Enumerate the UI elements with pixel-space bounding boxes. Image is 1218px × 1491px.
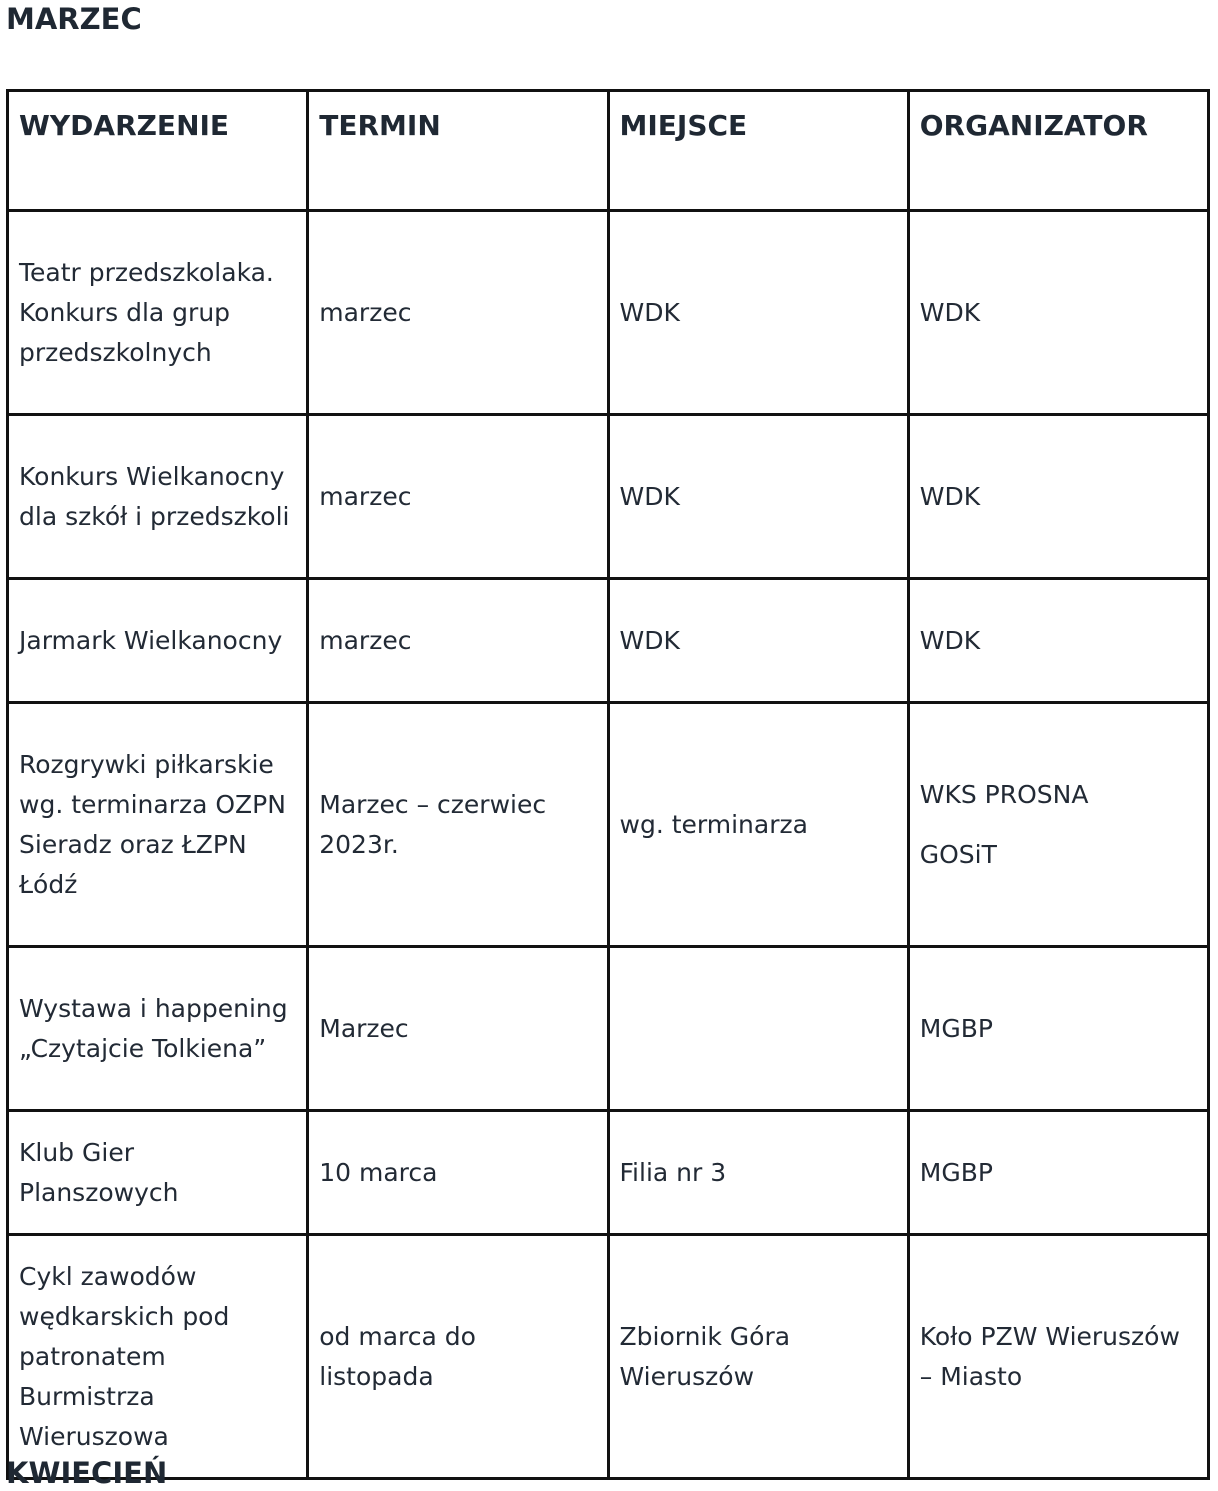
cell-event: Rozgrywki piłkarskie wg. terminarza OZPN Sieradz oraz ŁZPN Łódź [8, 703, 308, 947]
next-section-heading: KWIECIEŃ [6, 1456, 168, 1490]
cell-date: marzec [308, 579, 608, 703]
cell-place: Filia nr 3 [608, 1111, 908, 1235]
organizer-line: GOSiT [919, 839, 997, 869]
cell-place: WDK [608, 415, 908, 579]
cell-organizer [908, 703, 1208, 947]
header-organizator: ORGANIZATOR [908, 91, 1208, 211]
table-header-row [8, 91, 1209, 211]
events-table [6, 89, 1210, 1480]
cell-event: Klub Gier Planszowych [8, 1111, 308, 1235]
cell-date: od marca do listopada [308, 1235, 608, 1479]
cell-date: marzec [308, 211, 608, 415]
cell-event: Wystawa i happening „Czytajcie Tolkiena” [8, 947, 308, 1111]
table-row [8, 415, 1209, 579]
cell-place: WDK [608, 579, 908, 703]
cell-place: WDK [608, 211, 908, 415]
header-wydarzenie: WYDARZENIE [8, 91, 308, 211]
cell-place: wg. terminarza [608, 703, 908, 947]
table-row [8, 703, 1209, 947]
table-row [8, 579, 1209, 703]
cell-organizer: MGBP [908, 947, 1208, 1111]
cell-date: Marzec – czerwiec 2023r. [308, 703, 608, 947]
table-row [8, 1111, 1209, 1235]
table-row [8, 211, 1209, 415]
cell-organizer: WDK [908, 211, 1208, 415]
header-miejsce: MIEJSCE [608, 91, 908, 211]
header-termin: TERMIN [308, 91, 608, 211]
cell-event: Teatr przedszkolaka. Konkurs dla grup przedszkolnych [8, 211, 308, 415]
cell-place: Zbiornik Góra Wieruszów [608, 1235, 908, 1479]
cell-date: Marzec [308, 947, 608, 1111]
table-row [8, 947, 1209, 1111]
cell-date: marzec [308, 415, 608, 579]
cell-date: 10 marca [308, 1111, 608, 1235]
cell-organizer: MGBP [908, 1111, 1208, 1235]
organizer-line: WKS PROSNA [919, 779, 1089, 809]
section-heading-marzec: MARZEC [6, 2, 142, 36]
cell-event: Konkurs Wielkanocny dla szkół i przedszkoli [8, 415, 308, 579]
table-row [8, 1235, 1209, 1479]
cell-organizer: WDK [908, 415, 1208, 579]
cell-organizer: Koło PZW Wieruszów – Miasto [908, 1235, 1208, 1479]
cell-organizer: WDK [908, 579, 1208, 703]
cell-event: Cykl zawodów wędkarskich pod patronatem Burmistrza Wieruszowa [8, 1235, 308, 1479]
next-section-heading-fragment [6, 1456, 226, 1490]
cell-place [608, 947, 908, 1111]
cell-event: Jarmark Wielkanocny [8, 579, 308, 703]
